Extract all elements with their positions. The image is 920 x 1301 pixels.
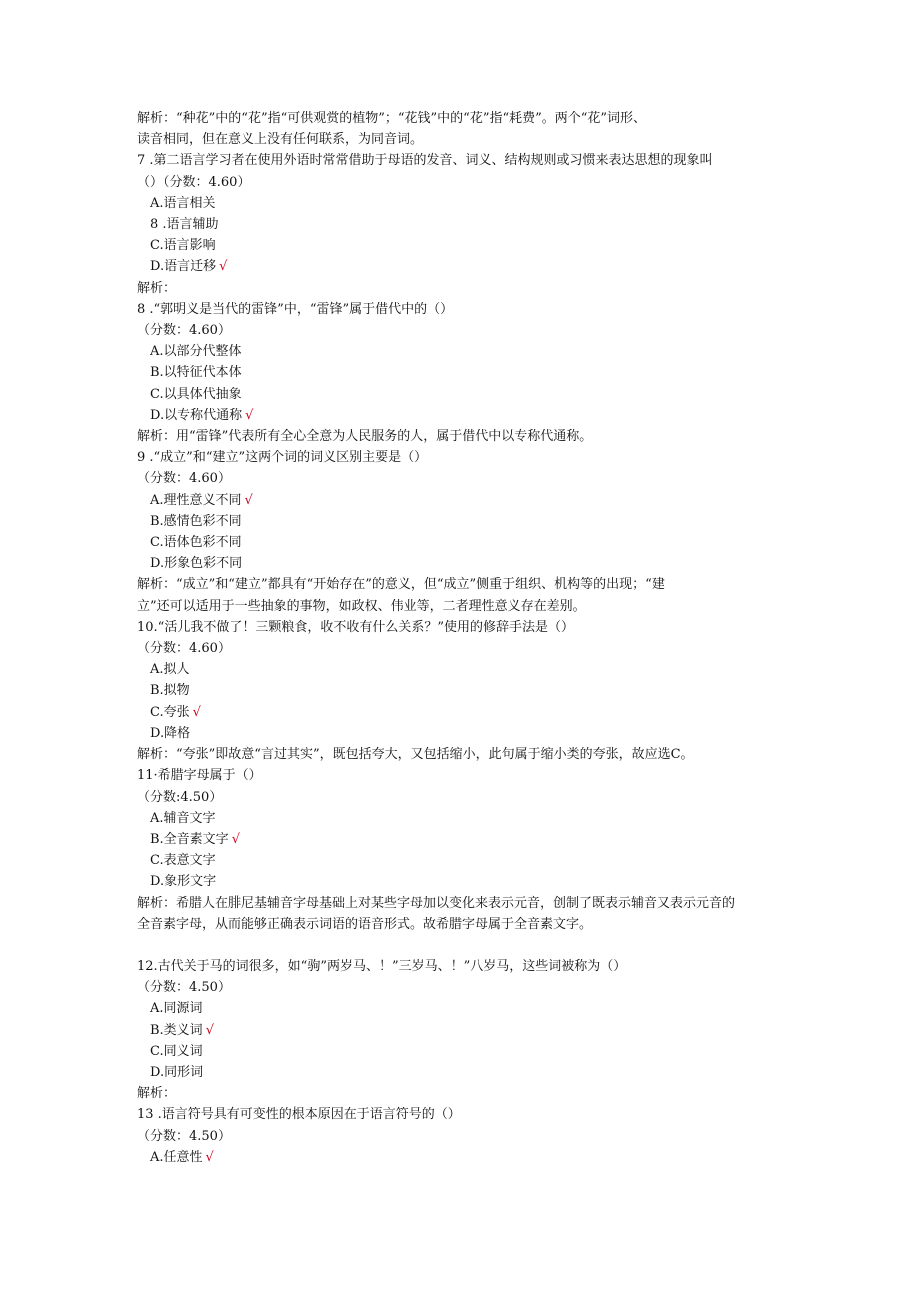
q7-option-c: C.语言影响 <box>150 238 216 254</box>
q7-option-b: 8 .语言辅助 <box>150 217 219 233</box>
q9-option-c: C.语体色彩不同 <box>150 535 242 551</box>
q11-option-d: D.象形文字 <box>150 874 217 890</box>
q8-option-c: C.以具体代抽象 <box>150 386 242 402</box>
q8-score: （分数：4.60） <box>137 323 231 339</box>
q10-option-b: B.拟物 <box>150 683 190 699</box>
q13-stem: 13 .语言符号具有可变性的根本原因在于语言符号的（） <box>137 1107 461 1123</box>
q11-score: （分数:4.50） <box>137 789 223 805</box>
correct-check-icon: √ <box>231 831 240 847</box>
q12-analysis: 解析： <box>137 1086 177 1102</box>
q9-analysis-line-2: 立”还可以适用于一些抽象的事物，如政权、伟业等，二者理性意义存在差别。 <box>137 598 586 614</box>
q11-option-a: A.辅音文字 <box>150 810 216 826</box>
q9-analysis-line-1: 解析：“成立”和“建立”都具有“开始存在”的意义，但“成立”侧重于组织、机构等的出现；“建 <box>137 577 665 593</box>
q8-stem: 8 .“郭明义是当代的雷锋”中，“雷锋”属于借代中的（） <box>137 301 454 317</box>
correct-check-icon: √ <box>244 492 253 508</box>
q12-option-b: B.类义词 √ <box>150 1022 214 1038</box>
q10-option-c: C.夸张 √ <box>150 704 201 720</box>
correct-check-icon: √ <box>192 704 201 720</box>
q10-analysis: 解析：“夸张”即故意“言过其实”，既包括夸大，又包括缩小，此句属于缩小类的夸张，故应选C。 <box>137 747 694 763</box>
q9-score: （分数：4.60） <box>137 471 231 487</box>
q11-stem: 11·希腊字母属于（） <box>137 768 262 784</box>
q11-option-c: C.表意文字 <box>150 853 216 869</box>
q12-option-c: C.同义词 <box>150 1043 203 1059</box>
q7-stem-line-2: （）（分数：4.60） <box>137 174 251 190</box>
paragraph-gap <box>137 935 787 956</box>
q6-analysis-line-2: 读音相同，但在意义上没有任何联系，为同音词。 <box>137 132 424 148</box>
document-page <box>137 108 787 1168</box>
q11-analysis-line-1: 解析：希腊人在腓尼基辅音字母基础上对某些字母加以变化来表示元音，创制了既表示辅音又表示元音的 <box>137 895 736 911</box>
q6-analysis-line-1: 解析：“种花”中的“花”指“可供观赏的植物”；“花钱”中的“花”指“耗费”。两个“花”词形、 <box>137 111 647 126</box>
q10-option-a: A.拟人 <box>150 662 190 678</box>
correct-check-icon: √ <box>245 407 254 423</box>
q7-analysis: 解析： <box>137 280 177 296</box>
correct-check-icon: √ <box>219 259 228 275</box>
q12-score: （分数：4.50） <box>137 980 231 996</box>
q9-option-b: B.感情色彩不同 <box>150 513 242 529</box>
q7-option-d: D.语言迁移 √ <box>150 259 228 275</box>
correct-check-icon: √ <box>205 1149 214 1165</box>
q9-option-d: D.形象色彩不同 <box>150 556 243 572</box>
q11-option-b: B.全音素文字 √ <box>150 831 240 847</box>
q10-option-d: D.降格 <box>150 725 191 741</box>
q13-option-a: A.任意性 √ <box>150 1149 214 1165</box>
q7-stem-line-1: 7 .第二语言学习者在使用外语时常常借助于母语的发音、词义、结构规则或习惯来表达思想的现象叫 <box>137 153 713 169</box>
q12-option-a: A.同源词 <box>150 1001 203 1017</box>
q9-stem: 9 .“成立”和“建立”这两个词的词义区别主要是（） <box>137 450 428 466</box>
q8-analysis: 解析：用“雷锋”代表所有全心全意为人民服务的人，属于借代中以专称代通称。 <box>137 429 593 445</box>
q8-option-a: A.以部分代整体 <box>150 344 242 360</box>
q10-stem: 10.“活儿我不做了！三颗粮食，收不收有什么关系？”使用的修辞手法是（） <box>137 619 574 635</box>
correct-check-icon: √ <box>205 1022 214 1038</box>
q9-option-a: A.理性意义不同 √ <box>150 492 253 508</box>
q13-score: （分数：4.50） <box>137 1128 231 1144</box>
q12-stem: 12.古代关于马的词很多，如“驹”两岁马、！”三岁马、！”八岁马，这些词被称为（） <box>137 958 627 974</box>
q7-option-a: A.语言相关 <box>150 195 216 211</box>
q8-option-b: B.以特征代本体 <box>150 365 242 381</box>
q11-analysis-line-2: 全音素字母，从而能够正确表示词语的语音形式。故希腊字母属于全音素文字。 <box>137 916 593 932</box>
q12-option-d: D.同形词 <box>150 1064 204 1080</box>
q8-option-d: D.以专称代通称 √ <box>150 407 254 423</box>
q10-score: （分数：4.60） <box>137 641 231 657</box>
